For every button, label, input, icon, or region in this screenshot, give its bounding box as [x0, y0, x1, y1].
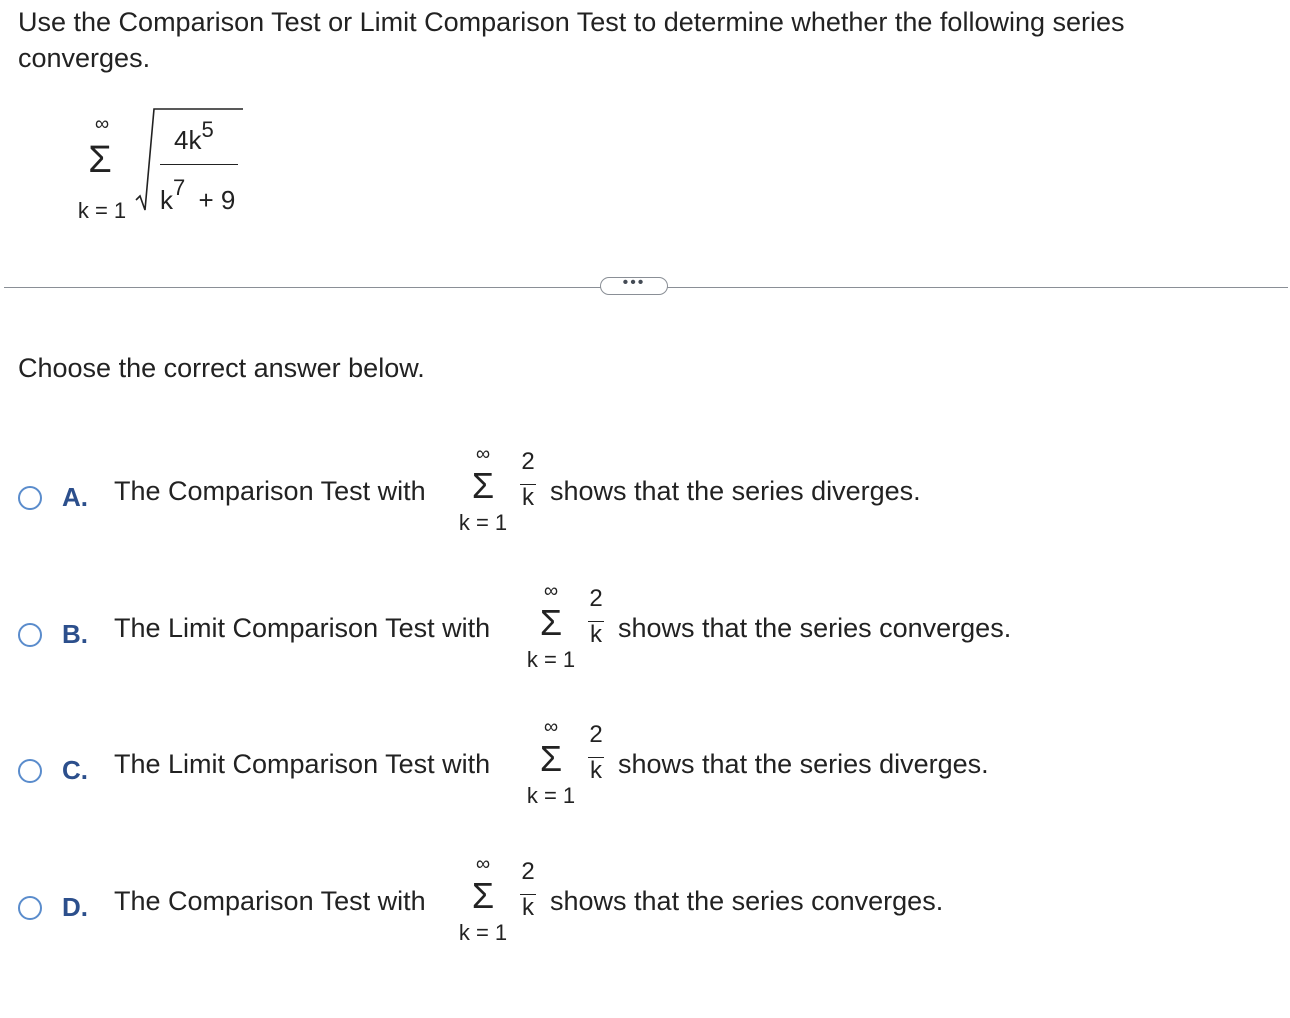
option-b-letter: B. [62, 619, 88, 649]
numerator-exponent: 5 [201, 117, 214, 142]
option-b-text-before: The Limit Comparison Test with [114, 613, 491, 643]
option-a-sum [458, 444, 548, 554]
series-sigma: Σ [88, 139, 112, 181]
numerator-base: 4k [174, 125, 202, 155]
option-c-sum-upper: ∞ [543, 716, 559, 738]
radio-option-b[interactable] [18, 623, 42, 647]
option-b-frac-denominator: k [590, 621, 602, 648]
denominator-rest: + 9 [198, 185, 236, 215]
option-d-sum-sigma: Σ [471, 875, 495, 916]
option-d-frac-numerator: 2 [521, 858, 535, 885]
option-c-sum-sigma: Σ [539, 738, 563, 779]
option-a-frac-denominator: k [522, 484, 534, 511]
option-a-text-after: shows that the series diverges. [550, 476, 921, 506]
series-lower-limit: k = 1 [77, 198, 127, 223]
option-c-sum-lower: k = 1 [526, 783, 576, 808]
option-c-frac-numerator: 2 [589, 721, 603, 748]
option-b-sum-sigma: Σ [539, 602, 563, 643]
option-d[interactable] [18, 854, 1218, 964]
series-numerator [174, 117, 214, 156]
option-c-sum [526, 717, 616, 827]
question-text: Use the Comparison Test or Limit Comparison Test to determine whether the following series converges. [18, 7, 1125, 73]
option-a-sum-upper: ∞ [475, 443, 491, 465]
radio-option-c[interactable] [18, 759, 42, 783]
series-fraction-bar [160, 164, 238, 165]
option-a-sum-sigma: Σ [471, 465, 495, 506]
series-expression [72, 104, 272, 224]
option-d-sum [458, 854, 548, 964]
denominator-base: k [160, 185, 173, 215]
option-a-frac-numerator: 2 [521, 448, 535, 475]
option-d-text-after: shows that the series converges. [550, 886, 944, 916]
option-c-text-after: shows that the series diverges. [618, 749, 989, 779]
option-b-sum [526, 581, 616, 691]
option-c-text-before: The Limit Comparison Test with [114, 749, 491, 779]
option-d-sum-upper: ∞ [475, 853, 491, 875]
option-b-sum-upper: ∞ [543, 580, 559, 602]
denominator-exponent: 7 [173, 175, 186, 200]
show-more-button[interactable]: ••• [600, 277, 668, 295]
option-d-text-before: The Comparison Test with [114, 886, 426, 916]
option-c-frac-denominator: k [590, 757, 602, 784]
option-b-text-after: shows that the series converges. [618, 613, 1012, 643]
option-a-letter: A. [62, 482, 88, 512]
option-d-sum-lower: k = 1 [458, 920, 508, 945]
option-d-letter: D. [62, 892, 88, 922]
option-c-letter: C. [62, 755, 88, 785]
option-c[interactable] [18, 717, 1218, 827]
option-d-frac-denominator: k [522, 894, 534, 921]
option-b[interactable] [18, 581, 1218, 691]
answer-prompt: Choose the correct answer below. [18, 353, 425, 383]
radio-option-d[interactable] [18, 896, 42, 920]
radio-option-a[interactable] [18, 486, 42, 510]
option-b-sum-lower: k = 1 [526, 647, 576, 672]
option-a[interactable] [18, 444, 1218, 554]
option-b-frac-numerator: 2 [589, 585, 603, 612]
series-upper-limit: ∞ [94, 113, 110, 135]
option-a-sum-lower: k = 1 [458, 510, 508, 535]
series-denominator [160, 175, 236, 216]
option-a-text-before: The Comparison Test with [114, 476, 426, 506]
